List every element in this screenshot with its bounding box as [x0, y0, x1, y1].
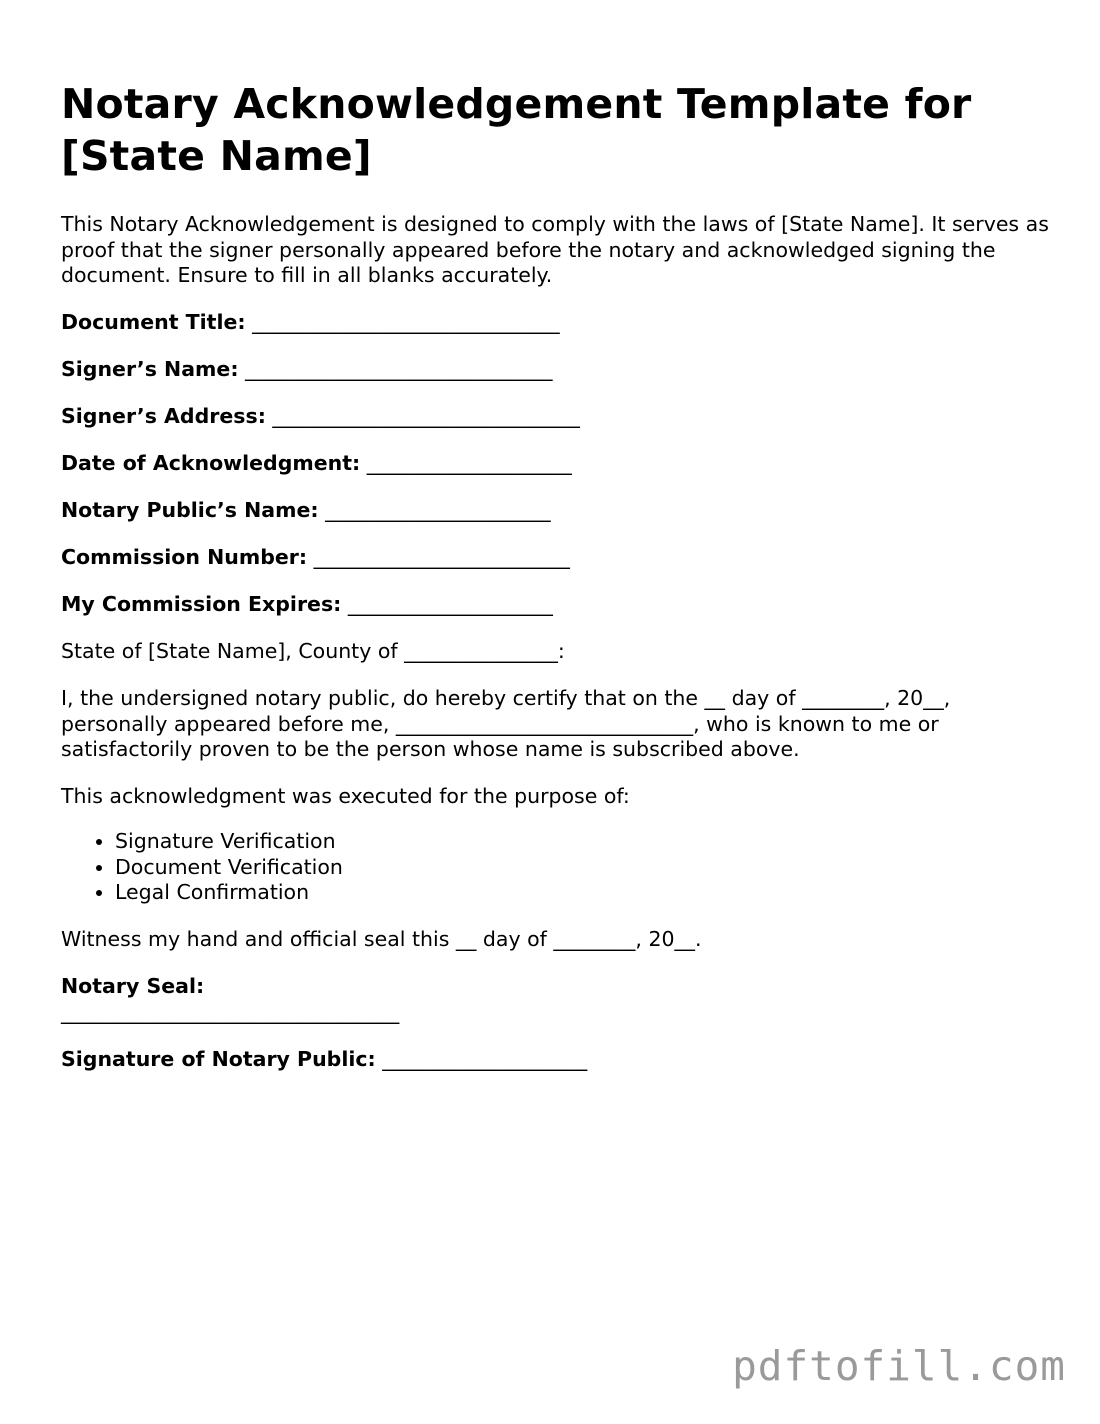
- notary-seal-blank[interactable]: _________________________________: [61, 999, 400, 1024]
- document-title: Notary Acknowledgement Template for [State Name]: [61, 80, 972, 180]
- purpose-intro: This acknowledgment was executed for the purpose of:: [61, 784, 630, 808]
- witness-line: Witness my hand and official seal this __ day of ________, 20__.: [61, 927, 702, 951]
- list-item: • Legal Confirmation: [115, 880, 1051, 906]
- signature-label: Signature of Notary Public:: [61, 1046, 376, 1071]
- field-signer-address: [61, 404, 1051, 430]
- field-blank[interactable]: ____________________: [366, 451, 572, 475]
- document-page: [61, 78, 1051, 1094]
- purpose-list: [61, 829, 1051, 906]
- field-label: Signer’s Name:: [61, 357, 239, 381]
- field-notary-public-name: [61, 498, 1051, 524]
- field-blank[interactable]: _________________________: [313, 545, 570, 569]
- field-label: Document Title:: [61, 310, 246, 334]
- county-line: State of [State Name], County of _______________:: [61, 639, 565, 663]
- field-label: Signer’s Address:: [61, 404, 266, 428]
- watermark: pdftofill.com: [732, 1342, 1066, 1390]
- field-commission-number: [61, 545, 1051, 571]
- field-label: Date of Acknowledgment:: [61, 451, 361, 475]
- certify-paragraph: I, the undersigned notary public, do hereby certify that on the __ day of ________, 20__, personally appeared before me, _____________________________, who is known to me or satisfactorily proven to be the person whose name is subscribed above.: [61, 686, 951, 761]
- list-item: • Document Verification: [115, 855, 1051, 881]
- field-label: My Commission Expires:: [61, 592, 342, 616]
- field-blank[interactable]: ____________________: [347, 592, 553, 616]
- notary-seal-block: [61, 974, 1051, 1025]
- field-blank[interactable]: ______________________________: [272, 404, 580, 428]
- field-label: Notary Public’s Name:: [61, 498, 319, 522]
- field-document-title: [61, 310, 1051, 336]
- field-blank[interactable]: ______________________________: [245, 357, 553, 381]
- field-date-of-acknowledgment: [61, 451, 1051, 477]
- signature-blank[interactable]: ____________________: [382, 1046, 588, 1071]
- field-label: Commission Number:: [61, 545, 308, 569]
- list-item: • Signature Verification: [115, 829, 1051, 855]
- intro-paragraph: This Notary Acknowledgement is designed to comply with the laws of [State Name]. It serves as proof that the signer personally appeared before the notary and acknowledged signing the document. Ensure to fill in all blanks accurately.: [61, 212, 1049, 287]
- field-blank[interactable]: ______________________: [325, 498, 551, 522]
- field-commission-expires: [61, 592, 1051, 618]
- notary-seal-label: Notary Seal:: [61, 974, 205, 998]
- field-blank[interactable]: ______________________________: [252, 310, 560, 334]
- field-signer-name: [61, 357, 1051, 383]
- signature-field: [61, 1047, 1051, 1073]
